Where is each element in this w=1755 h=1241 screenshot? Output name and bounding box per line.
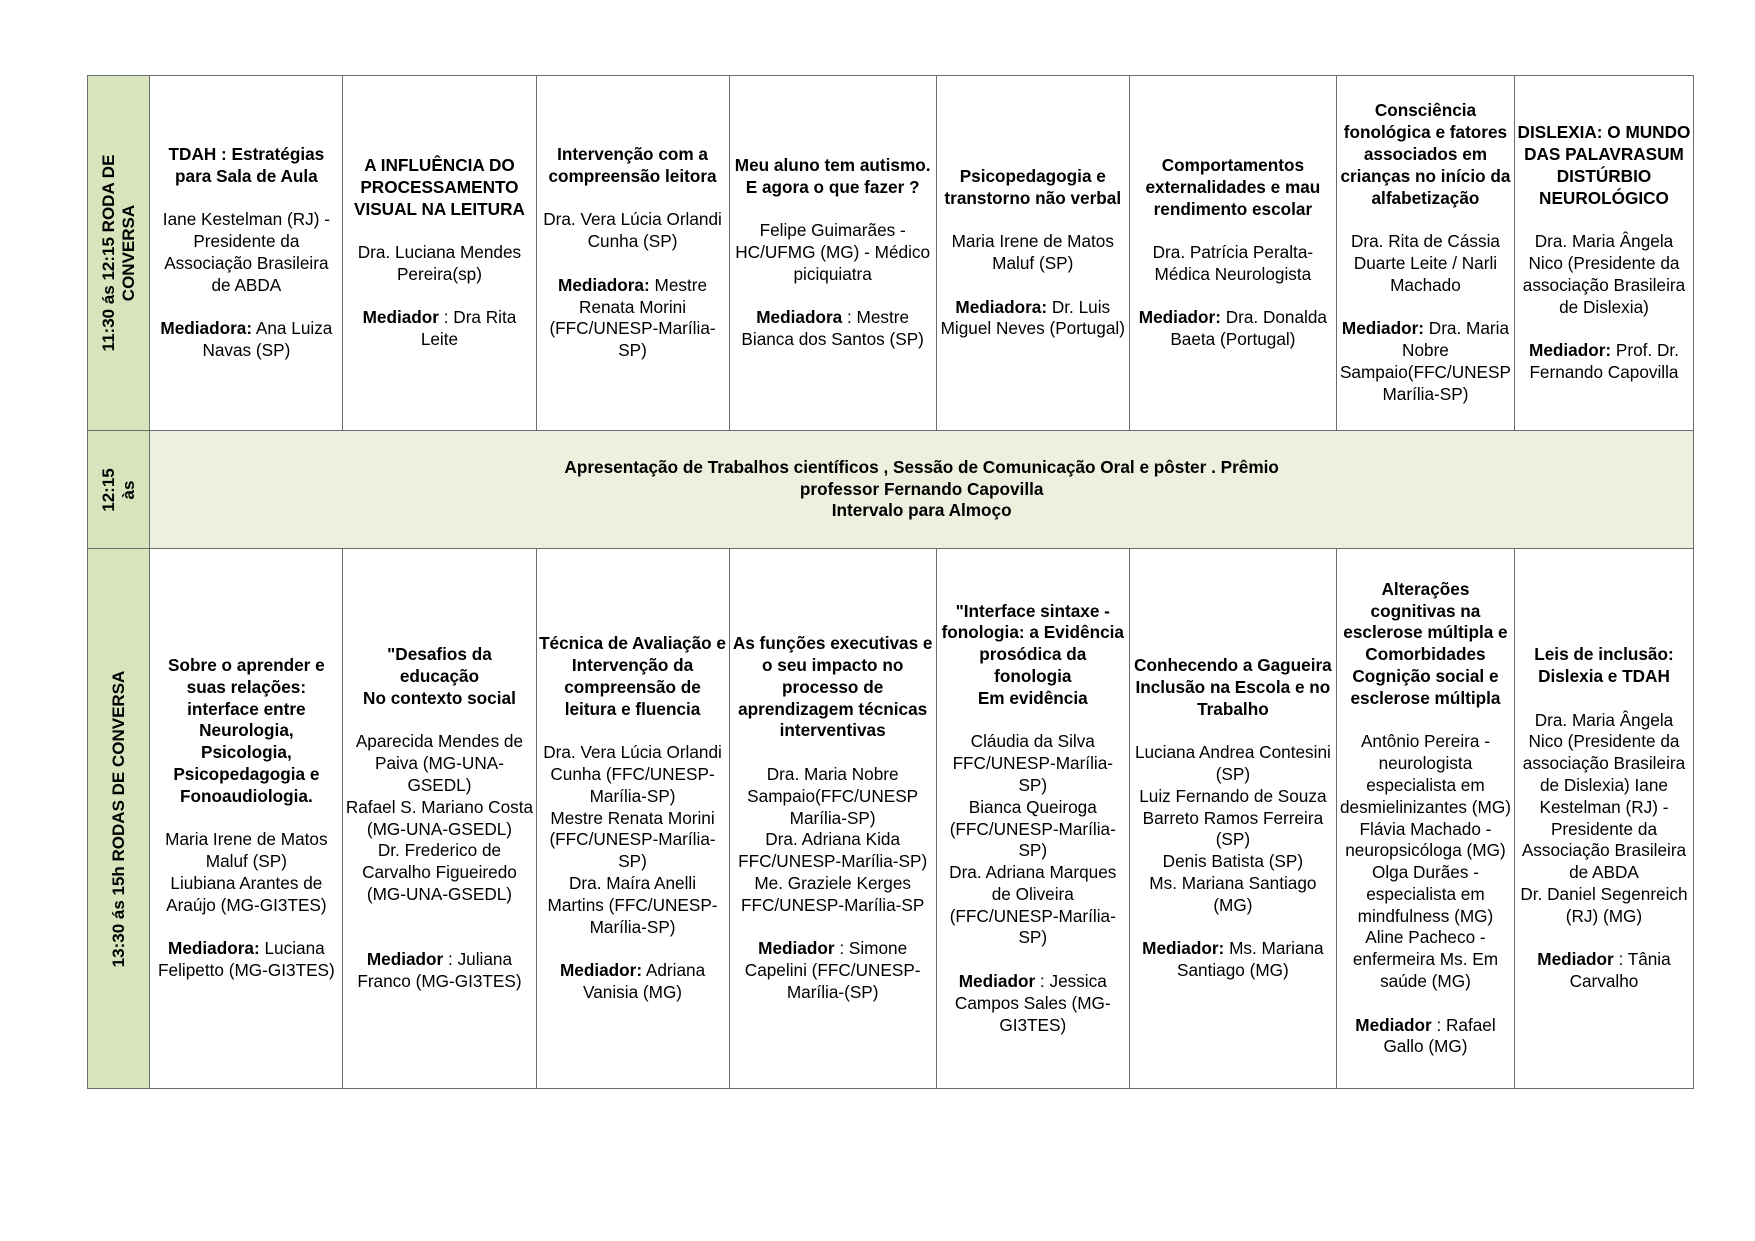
session-cell	[1514, 76, 1693, 431]
session-title: Alterações cognitivas na esclerose múltipla e Comorbidades Cognição social e esclerose múltipla	[1343, 578, 1508, 708]
moderator	[345, 949, 533, 993]
spacer	[345, 286, 533, 308]
moderator-label: Mediador	[1537, 949, 1614, 970]
spacer	[1132, 220, 1334, 242]
session-title: Psicopedagogia e transtorno não verbal	[944, 165, 1122, 208]
spacer	[152, 808, 340, 830]
moderator-name: Adriana Vanisia (MG)	[583, 960, 706, 1002]
spacer	[539, 253, 727, 275]
moderator-name: : Jessica Campos Sales (MG-GI3TES)	[954, 971, 1111, 1035]
spacer	[345, 906, 533, 928]
speaker: Dra. Vera Lúcia Orlandi Cunha (SP)	[543, 209, 722, 252]
spacer	[1339, 710, 1512, 732]
moderator-label: Mediadora:	[160, 318, 253, 339]
moderator	[345, 307, 533, 351]
session-cell	[936, 76, 1129, 431]
speaker: Dr. Daniel Segenreich (RJ) (MG)	[1520, 883, 1688, 926]
moderator-name: : Dra Rita Leite	[420, 307, 517, 350]
moderator-label: Mediador:	[1341, 318, 1425, 339]
moderator-name: Prof. Dr. Fernando Capovilla	[1529, 340, 1679, 382]
session-cell	[1336, 549, 1514, 1089]
moderator	[1339, 1015, 1512, 1059]
spacer	[539, 188, 727, 210]
time-label-afternoon: 13:30 ás 15h RODAS DE CONVERSA	[108, 670, 128, 967]
moderator-label: Mediadora:	[955, 296, 1048, 317]
speaker: Felipe Guimarães - HC/UFMG (MG) - Médico piciquiatra	[735, 220, 931, 284]
speaker: Ms. Mariana Santiago (MG)	[1149, 872, 1317, 915]
moderator	[152, 318, 340, 362]
session-cell	[1129, 549, 1336, 1089]
speaker: Rafael S. Mariano Costa (MG-UNA-GSEDL)	[345, 796, 534, 839]
moderator-name: Dra. Maria Nobre Sampaio(FFC/UNESP Marília-SP)	[1339, 318, 1511, 404]
speaker: Aparecida Mendes de Paiva (MG-UNA-GSEDL)	[355, 731, 524, 795]
session-cell	[150, 549, 343, 1089]
moderator-name: Ana Luiza Navas (SP)	[202, 318, 333, 361]
speaker: Maria Irene de Matos Maluf (SP)	[165, 829, 328, 872]
moderator	[1517, 949, 1691, 993]
moderator-name: Dr. Luis Miguel Neves (Portugal)	[940, 296, 1125, 339]
spacer	[539, 720, 727, 742]
session-title: "Interface sintaxe - fonologia: a Evidência prosódica da fonologia	[941, 600, 1124, 686]
moderator-name: Luciana Felipetto (MG-GI3TES)	[158, 938, 335, 981]
spacer	[732, 917, 934, 939]
spacer	[1517, 688, 1691, 710]
session-title: DISLEXIA: O MUNDO DAS PALAVRASUM DISTÚRBIO NEUROLÓGICO	[1517, 122, 1691, 208]
spacer	[939, 949, 1127, 971]
spacer	[1132, 720, 1334, 742]
session-title: Técnica de Avaliação e Intervenção da compreensão de leitura e fluencia	[539, 633, 726, 719]
speaker: Flávia Machado - neuropsicóloga (MG)	[1345, 818, 1506, 861]
spacer	[1132, 286, 1334, 308]
session-title: Conhecendo a Gagueira	[1134, 655, 1332, 676]
moderator-name: : Rafael Gallo (MG)	[1383, 1014, 1496, 1057]
session-title: No contexto social	[363, 687, 516, 708]
speaker: Me. Graziele Kerges FFC/UNESP-Marília-SP	[740, 872, 925, 915]
session-title: As funções executivas e o seu impacto no processo de aprendizagem técnicas interventivas	[732, 633, 933, 741]
session-cell	[729, 76, 936, 431]
speaker: Luiz Fernando de Souza Barreto Ramos Ferreira (SP)	[1139, 785, 1327, 850]
spacer	[732, 742, 934, 764]
moderator	[1339, 318, 1512, 405]
spacer	[345, 220, 533, 242]
moderator-name: : Mestre Bianca dos Santos (SP)	[741, 307, 924, 350]
time-label-break: 12:15 às	[98, 467, 138, 512]
speaker: Liubiana Arantes de Araújo (MG-GI3TES)	[166, 872, 327, 915]
spacer	[939, 710, 1127, 732]
speaker: Dra. Vera Lúcia Orlandi Cunha (FFC/UNESP-Marília-SP)	[543, 742, 722, 806]
session-title: Leis de inclusão: Dislexia e TDAH	[1534, 644, 1674, 686]
moderator	[1132, 938, 1334, 982]
spacer	[1517, 209, 1691, 231]
time-cell-afternoon	[88, 549, 150, 1089]
speaker: Dra. Adriana Kida FFC/UNESP-Marília-SP)	[738, 829, 928, 872]
session-title: "Desafios da educação	[387, 644, 492, 686]
spacer	[1339, 209, 1512, 231]
moderator-label: Mediadora:	[168, 938, 260, 959]
moderator-label: Mediadora:	[558, 274, 650, 295]
speaker: Aline Pacheco - enfermeira Ms. Em saúde (MG)	[1352, 927, 1499, 992]
row-break	[88, 431, 1694, 549]
row-morning	[88, 76, 1694, 431]
moderator-label: Mediador:	[1138, 307, 1221, 328]
speaker: Dra. Rita de Cássia Duarte Leite / Narli Machado	[1350, 231, 1500, 295]
moderator-name: Mestre Renata Morini (FFC/UNESP-Marília-SP)	[549, 274, 716, 361]
speaker: Dra. Maíra Anelli Martins (FFC/UNESP-Marília-SP)	[547, 872, 718, 937]
moderator	[732, 938, 934, 1003]
moderator-name: : Tânia Carvalho	[1569, 949, 1671, 992]
moderator-label: Mediador	[758, 938, 835, 959]
session-cell	[936, 549, 1129, 1089]
speaker: Bianca Queiroga (FFC/UNESP-Marília-SP)	[949, 796, 1116, 861]
time-cell-break	[88, 431, 150, 549]
session-title: Meu aluno tem autismo. E agora o que fazer ?	[734, 154, 931, 197]
break-band	[150, 431, 1694, 549]
spacer	[1517, 927, 1691, 949]
moderator	[939, 297, 1127, 341]
session-cell	[729, 549, 936, 1089]
session-cell	[536, 549, 729, 1089]
schedule-table	[87, 75, 1694, 1089]
moderator-label: Mediador:	[1142, 938, 1225, 959]
spacer	[1517, 318, 1691, 340]
time-cell-morning	[88, 76, 150, 431]
moderator-label: Mediador	[366, 949, 444, 970]
speaker: Antônio Pereira - neurologista especialista em desmielinizantes (MG)	[1339, 731, 1511, 817]
session-cell	[1514, 549, 1693, 1089]
session-title: Consciência fonológica e fatores associados em crianças no início da alfabetização	[1340, 100, 1511, 208]
session-cell	[536, 76, 729, 431]
spacer	[152, 917, 340, 939]
speaker: Luciana Andrea Contesini (SP)	[1134, 742, 1331, 784]
session-title: Comportamentos externalidades e mau rendimento escolar	[1145, 154, 1321, 219]
session-title: Intervenção com a compreensão leitora	[548, 144, 717, 186]
spacer	[1339, 993, 1512, 1015]
session-title: TDAH : Estratégias para Sala de Aula	[168, 144, 325, 186]
spacer	[152, 297, 340, 319]
moderator	[1132, 307, 1334, 351]
band-line: Apresentação de Trabalhos científicos , Sessão de Comunicação Oral e pôster . Prêmio	[564, 456, 1279, 477]
speaker: Dra. Maria Ângela Nico (Presidente da associação Brasileira de Dislexia) Iane Kestelman (RJ) - Presidente da Associação Brasileira de ABDA	[1521, 709, 1687, 883]
spacer	[539, 938, 727, 960]
speaker: Cláudia da Silva FFC/UNESP-Marília-SP)	[952, 731, 1113, 795]
moderator-label: Mediador	[1355, 1014, 1432, 1035]
spacer	[345, 710, 533, 732]
band-line: professor Fernando Capovilla	[799, 478, 1044, 499]
moderator-label: Mediador:	[1529, 340, 1612, 361]
moderator-name: : Juliana Franco (MG-GI3TES)	[357, 949, 522, 992]
session-cell	[343, 76, 536, 431]
session-title: A INFLUÊNCIA DO PROCESSAMENTO VISUAL NA LEITURA	[353, 154, 525, 219]
moderator	[152, 938, 340, 982]
speaker: Dra. Maria Nobre Sampaio(FFC/UNESP Marília-SP)	[747, 764, 919, 828]
moderator-label: Mediador	[958, 971, 1036, 992]
session-cell	[1129, 76, 1336, 431]
session-cell	[343, 549, 536, 1089]
moderator	[939, 971, 1127, 1036]
moderator-name: Ms. Mariana Santiago (MG)	[1177, 938, 1324, 981]
moderator-label: Mediador:	[559, 960, 643, 981]
speaker: Olga Durães - especialista em mindfulness (MG)	[1357, 862, 1494, 926]
session-cell	[150, 76, 343, 431]
time-label-morning: 11:30 ás 12:15 RODA DE CONVERSA	[98, 154, 138, 352]
speaker: Dra. Luciana Mendes Pereira(sp)	[357, 242, 522, 284]
session-title: Em evidência	[977, 687, 1088, 708]
speaker: Mestre Renata Morini (FFC/UNESP-Marília-SP)	[549, 807, 716, 872]
moderator	[732, 307, 934, 351]
moderator	[539, 960, 727, 1004]
spacer	[1339, 297, 1512, 319]
band-line: Intervalo para Almoço	[831, 500, 1012, 521]
speaker: Denis Batista (SP)	[1162, 851, 1304, 872]
spacer	[939, 275, 1127, 297]
spacer	[732, 286, 934, 308]
speaker: Dra. Adriana Marques de Oliveira (FFC/UNESP-Marília-SP)	[949, 862, 1117, 948]
moderator	[539, 275, 727, 362]
speaker: Iane Kestelman (RJ) - Presidente da Associação Brasileira de ABDA	[162, 209, 330, 295]
row-afternoon	[88, 549, 1694, 1089]
session-cell	[1336, 76, 1514, 431]
moderator	[1517, 340, 1691, 384]
spacer	[1132, 917, 1334, 939]
spacer	[152, 188, 340, 210]
speaker: Dra. Maria Ângela Nico (Presidente da associação Brasileira de Dislexia)	[1522, 231, 1686, 317]
session-title: Sobre o aprender e suas relações: interface entre Neurologia, Psicologia, Psicopedagogia e Fonoaudiologia.	[168, 655, 325, 806]
speaker: Dr. Frederico de Carvalho Figueiredo (MG-UNA-GSEDL)	[362, 840, 517, 904]
moderator-name: : Simone Capelini (FFC/UNESP-Marília-(SP)	[744, 938, 921, 1002]
moderator-label: Mediador	[362, 307, 439, 328]
speaker: Dra. Patrícia Peralta- Médica Neurologista	[1152, 242, 1314, 284]
moderator-name: Dra. Donalda Baeta (Portugal)	[1170, 307, 1327, 350]
spacer	[939, 209, 1127, 231]
spacer	[345, 927, 533, 949]
spacer	[732, 199, 934, 221]
session-title: Inclusão na Escola e no Trabalho	[1135, 676, 1331, 719]
speaker: Maria Irene de Matos Maluf (SP)	[951, 231, 1114, 273]
moderator-label: Mediadora	[756, 307, 843, 328]
